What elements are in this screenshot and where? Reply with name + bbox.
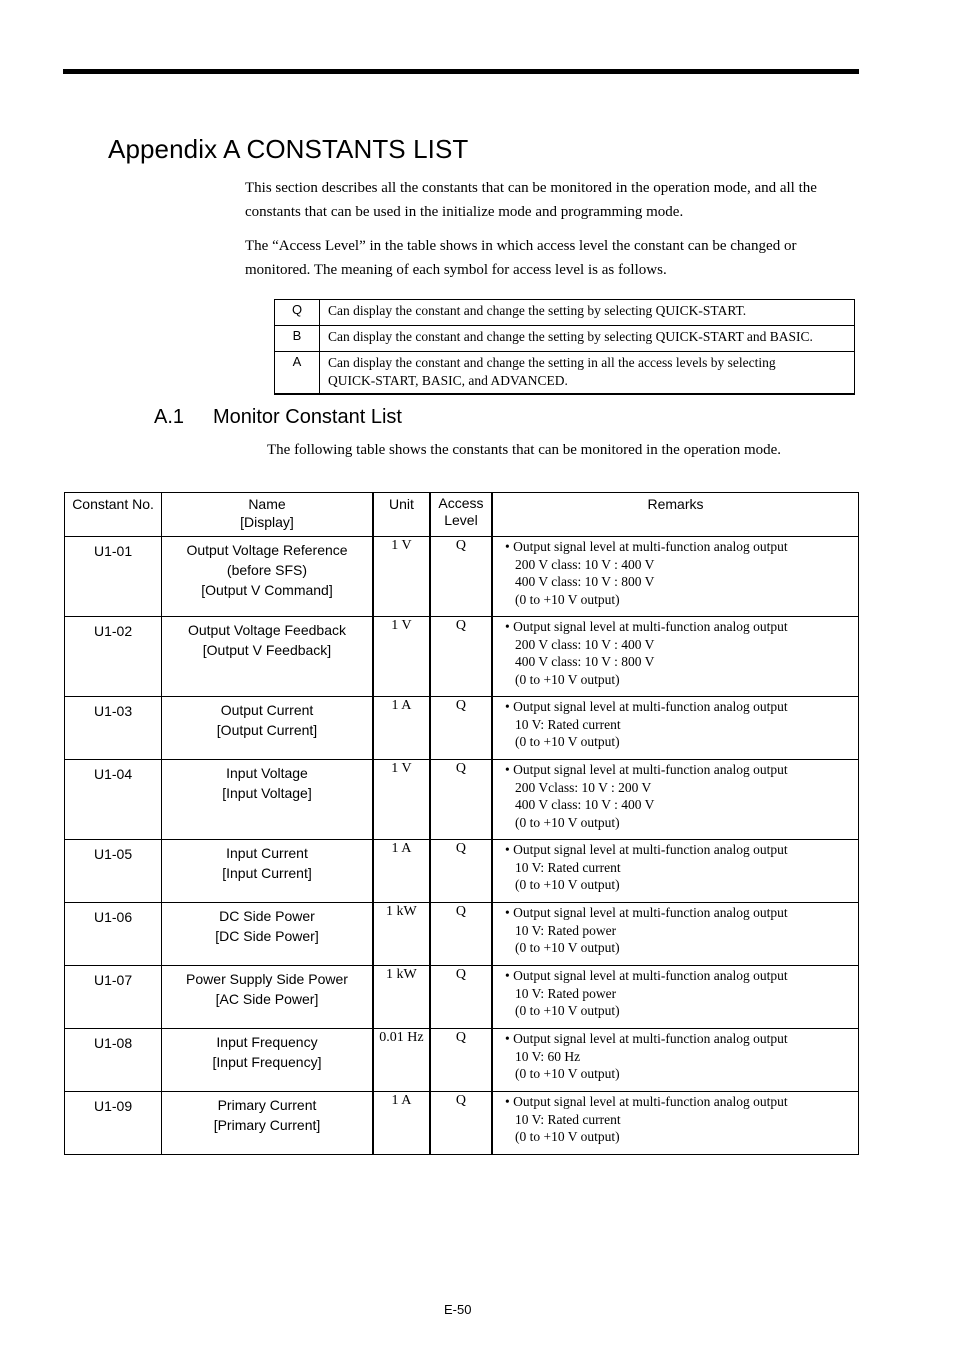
- access-description: Can display the constant and change the setting by selecting QUICK-START.: [320, 300, 855, 326]
- remark-line: (0 to +10 V output): [515, 1129, 620, 1145]
- remark-line: 10 V: 60 Hz: [515, 1048, 581, 1064]
- access-level: Q: [430, 840, 492, 903]
- constant-no: U1-04: [65, 760, 162, 840]
- name-line: Output Current: [220, 701, 314, 718]
- access-level: Q: [430, 617, 492, 697]
- unit: 1 V: [373, 617, 430, 697]
- header-level-line: Level: [444, 512, 478, 528]
- remarks: [492, 537, 858, 617]
- table-header-row: [65, 493, 859, 537]
- remarks: [492, 903, 858, 966]
- access-level-row: [275, 352, 855, 395]
- intro-paragraph-2: The “Access Level” in the table shows in which access level the constant can be changed or monitored. The meaning of each symbol for access level is as follows.: [245, 238, 797, 278]
- section-heading: [154, 404, 402, 430]
- display-line: [DC Side Power]: [215, 927, 319, 944]
- remark-line: (0 to +10 V output): [515, 1003, 620, 1019]
- name-line: (before SFS): [226, 561, 308, 578]
- display-line: [Output V Command]: [201, 581, 333, 598]
- remarks: [492, 1092, 858, 1155]
- constant-name: [162, 1029, 373, 1092]
- table-row: [65, 1092, 859, 1155]
- access-description: Can display the constant and change the setting by selecting QUICK-START and BASIC.: [320, 326, 855, 352]
- remark-line: • Output signal level at multi-function analog output: [505, 762, 788, 777]
- access-description-line: QUICK-START, BASIC, and ADVANCED.: [328, 373, 568, 388]
- access-level-row: [275, 300, 855, 326]
- remark-line: (0 to +10 V output): [515, 671, 620, 687]
- remark-line: 200 Vclass: 10 V : 200 V: [515, 779, 652, 795]
- table-row: [65, 617, 859, 697]
- remark-line: 400 V class: 10 V : 800 V: [515, 654, 655, 670]
- constant-no: U1-07: [65, 966, 162, 1029]
- intro-paragraph-1: This section describes all the constants that can be monitored in the operation mode, and all the constants that can be used in the initialize mode and programming mode.: [245, 180, 817, 220]
- unit: 1 A: [373, 1092, 430, 1155]
- header-remarks: Remarks: [492, 493, 858, 537]
- remark-line: • Output signal level at multi-function analog output: [505, 968, 788, 983]
- header-display-line: [Display]: [240, 514, 294, 530]
- table-row: [65, 697, 859, 760]
- name-line: Output Voltage Reference: [186, 541, 348, 558]
- remark-line: • Output signal level at multi-function analog output: [505, 842, 788, 857]
- constant-no: U1-06: [65, 903, 162, 966]
- remark-line: (0 to +10 V output): [515, 877, 620, 893]
- access-level-row: [275, 326, 855, 352]
- constant-no: U1-05: [65, 840, 162, 903]
- access-description: [320, 352, 855, 395]
- unit: 0.01 Hz: [373, 1029, 430, 1092]
- constant-name: [162, 903, 373, 966]
- unit: 1 V: [373, 537, 430, 617]
- constant-name: [162, 1092, 373, 1155]
- remark-line: 10 V: Rated current: [515, 1111, 621, 1127]
- name-line: Primary Current: [217, 1096, 317, 1113]
- table-row: [65, 760, 859, 840]
- remark-line: 10 V: Rated power: [515, 985, 617, 1001]
- appendix-title: Appendix A CONSTANTS LIST: [108, 134, 469, 164]
- unit: 1 A: [373, 840, 430, 903]
- remark-line: (0 to +10 V output): [515, 814, 620, 830]
- top-rule: [63, 69, 859, 74]
- remarks: [492, 617, 858, 697]
- remark-line: 200 V class: 10 V : 400 V: [515, 556, 655, 572]
- unit: 1 kW: [373, 966, 430, 1029]
- name-line: Input Voltage: [226, 764, 308, 781]
- name-line: Output Voltage Feedback: [187, 621, 346, 638]
- display-line: [AC Side Power]: [215, 990, 319, 1007]
- section-number: A.1: [154, 406, 185, 428]
- remark-line: • Output signal level at multi-function analog output: [505, 699, 788, 714]
- constant-name: [162, 537, 373, 617]
- header-access-line: Access: [438, 495, 484, 511]
- table-row: [65, 840, 859, 903]
- table-row: [65, 903, 859, 966]
- constant-name: [162, 840, 373, 903]
- remark-line: • Output signal level at multi-function analog output: [505, 1094, 788, 1109]
- constant-name: [162, 760, 373, 840]
- remarks: [492, 697, 858, 760]
- remark-line: (0 to +10 V output): [515, 940, 620, 956]
- constant-no: U1-02: [65, 617, 162, 697]
- constant-no: U1-01: [65, 537, 162, 617]
- access-level: Q: [430, 537, 492, 617]
- remark-line: (0 to +10 V output): [515, 1066, 620, 1082]
- header-name-line: Name: [248, 496, 286, 512]
- remarks: [492, 840, 858, 903]
- unit: 1 V: [373, 760, 430, 840]
- constant-name: [162, 617, 373, 697]
- table-row: [65, 537, 859, 617]
- constant-no: U1-03: [65, 697, 162, 760]
- remark-line: 10 V: Rated current: [515, 716, 621, 732]
- access-symbol: B: [275, 326, 320, 352]
- remark-line: 10 V: Rated current: [515, 859, 621, 875]
- table-row: [65, 1029, 859, 1092]
- access-level: Q: [430, 903, 492, 966]
- remarks: [492, 1029, 858, 1092]
- remark-line: 200 V class: 10 V : 400 V: [515, 636, 655, 652]
- display-line: [Output Current]: [216, 721, 318, 738]
- table-row: [65, 966, 859, 1029]
- monitor-constant-table: [64, 492, 859, 1155]
- remark-line: 400 V class: 10 V : 400 V: [515, 797, 655, 813]
- page-number: E-50: [444, 1302, 472, 1317]
- access-symbol: A: [275, 352, 320, 395]
- unit: 1 A: [373, 697, 430, 760]
- name-line: DC Side Power: [219, 907, 315, 924]
- remark-line: 400 V class: 10 V : 800 V: [515, 574, 655, 590]
- section-intro: The following table shows the constants that can be monitored in the operation mode.: [267, 442, 782, 458]
- access-level: Q: [430, 1029, 492, 1092]
- remark-line: • Output signal level at multi-function analog output: [505, 1031, 788, 1046]
- access-level: Q: [430, 697, 492, 760]
- remark-line: 10 V: Rated power: [515, 922, 617, 938]
- constant-name: [162, 966, 373, 1029]
- remark-line: (0 to +10 V output): [515, 734, 620, 750]
- header-constant-no: Constant No.: [65, 493, 162, 537]
- display-line: [Input Voltage]: [222, 784, 312, 801]
- name-line: Power Supply Side Power: [186, 970, 348, 987]
- access-level: Q: [430, 760, 492, 840]
- access-level: Q: [430, 1092, 492, 1155]
- unit: 1 kW: [373, 903, 430, 966]
- header-unit: Unit: [373, 493, 430, 537]
- section-title: Monitor Constant List: [213, 406, 402, 428]
- display-line: [Primary Current]: [213, 1116, 321, 1133]
- remark-line: (0 to +10 V output): [515, 591, 620, 607]
- access-level-table: [274, 299, 855, 395]
- display-line: [Input Frequency]: [212, 1053, 322, 1070]
- remarks: [492, 760, 858, 840]
- constant-name: [162, 697, 373, 760]
- access-level: Q: [430, 966, 492, 1029]
- constant-no: U1-09: [65, 1092, 162, 1155]
- remark-line: • Output signal level at multi-function analog output: [505, 539, 788, 554]
- display-line: [Input Current]: [222, 864, 312, 881]
- remark-line: • Output signal level at multi-function analog output: [505, 905, 788, 920]
- remark-line: • Output signal level at multi-function analog output: [505, 619, 788, 634]
- access-symbol: Q: [275, 300, 320, 326]
- name-line: Input Frequency: [216, 1033, 318, 1050]
- name-line: Input Current: [226, 844, 308, 861]
- remarks: [492, 966, 858, 1029]
- access-description-line: Can display the constant and change the setting in all the access levels by selecting: [328, 355, 776, 370]
- header-name: [162, 493, 373, 537]
- constant-no: U1-08: [65, 1029, 162, 1092]
- display-line: [Output V Feedback]: [202, 641, 332, 658]
- header-access-level: [430, 493, 492, 537]
